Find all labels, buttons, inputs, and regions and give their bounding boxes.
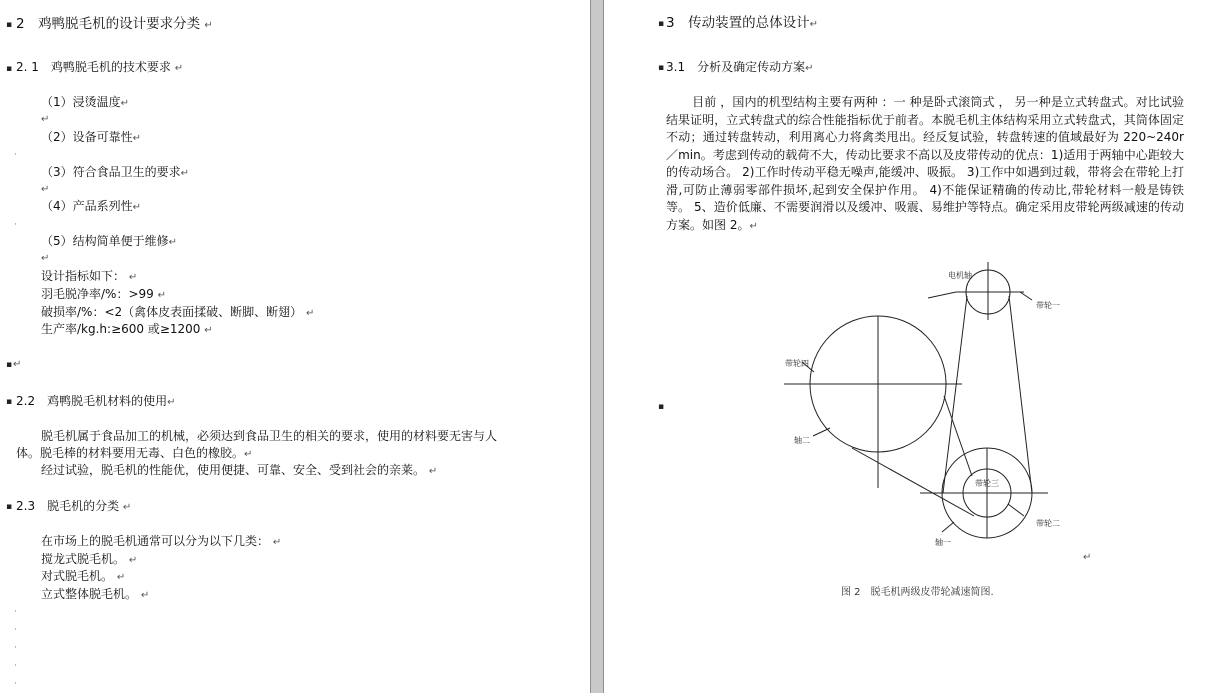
dot-mark: · [14, 661, 17, 671]
chapter-3-heading: 3 传动装置的总体设计↵ [666, 15, 818, 31]
dot-mark: · [14, 643, 17, 653]
bullet-mark: ▪ [6, 360, 13, 370]
section-2-3-heading: 2.3 脱毛机的分类 ↵ [16, 499, 132, 513]
classification-item: 对式脱毛机。 ↵ [41, 569, 126, 583]
page-gutter [590, 0, 604, 693]
requirement-item: （1）浸烫温度↵ [41, 95, 130, 109]
pulley-one-label: 带轮一 [1036, 301, 1060, 310]
bullet-mark: ▪ [6, 502, 13, 512]
figure-caption: 图 2 脱毛机两级皮带轮减速简图. [841, 587, 994, 598]
dot-mark: · [14, 679, 17, 689]
paragraph-mark: ↵ [41, 184, 50, 195]
dot-mark: · [14, 150, 17, 160]
material-paragraph-line: 体。脱毛棒的材料要用无毒、白色的橡胶。↵ [16, 446, 253, 460]
bullet-mark: ▪ [658, 63, 665, 73]
chapter-2-heading: 2 鸡鸭脱毛机的设计要求分类 ↵ [16, 16, 213, 32]
paragraph-mark: ↵ [1083, 552, 1092, 563]
dot-mark: · [14, 607, 17, 617]
bullet-mark: ▪ [6, 397, 13, 407]
bullet-mark: ▪ [658, 402, 665, 412]
bullet-mark: ▪ [6, 20, 13, 30]
section-2-1-heading: 2. 1 鸡鸭脱毛机的技术要求 ↵ [16, 60, 184, 74]
indicators-title: 设计指标如下： ↵ [41, 269, 138, 283]
material-paragraph-line: 经过试验，脱毛机的性能优，使用便捷、可靠、安全、受到社会的亲莱。 ↵ [41, 463, 438, 477]
requirement-item: （3）符合食品卫生的要求↵ [41, 165, 190, 179]
motor-shaft-label: 电机轴 [948, 271, 972, 280]
shaft-two-label: 轴二 [794, 436, 810, 445]
pulley-two-label: 带轮二 [1036, 519, 1060, 528]
left-page [0, 0, 590, 693]
section-2-2-heading: 2.2 鸡鸭脱毛机材料的使用↵ [16, 394, 176, 408]
paragraph-mark: ↵ [41, 253, 50, 264]
requirement-item: （2）设备可靠性↵ [41, 130, 142, 144]
material-paragraph-line: 脱毛机属于食品加工的机械，必须达到食品卫生的相关的要求，使用的材料要无害与人 [41, 429, 498, 443]
bullet-mark: ▪ [6, 64, 13, 74]
pulley-four-label: 带轮四 [785, 359, 809, 368]
requirement-item: （4）产品系列性↵ [41, 199, 142, 213]
classification-item: 立式整体脱毛机。 ↵ [41, 587, 150, 601]
dot-mark: · [14, 220, 17, 230]
bullet-mark: ▪ [658, 19, 665, 29]
indicator-line: 羽毛脱净率/%：>99 ↵ [41, 287, 166, 301]
requirement-item: （5）结构简单便于维修↵ [41, 234, 178, 248]
transmission-paragraph: 目前 ，国内的机型结构主要有两种 ：一 种是卧式滚筒式 ， 另一种是立式转盘式。对比试验结果证明，立式转盘式的综合性能指标优于前者。本脱毛机主体结构采用立式转盘式，其筒体固定不动；通过转盘转动，利用离心力将禽类甩出。经反复试验，转盘转速的值域最好为 220~240r／min。考虑到传动的载荷不大，传动比要求不高以及皮带传动的优点：1)适用于两轴中心距较大的传动场合。 2)工作时传动平稳无噪声,能缓冲、吸振。 3)工作中如遇到过载，带将会在带轮上打滑,可防止薄弱零部件损坏,起到安全保护作用。 4)不能保证精确的传动比,带轮材料一般是铸铁等。 5、造价低廉、不需要润滑以及缓冲、吸震、易维护等特点。确定采用皮带轮两级减速的传动方案。如图 2。↵ [666, 95, 1184, 232]
dot-mark: · [14, 625, 17, 635]
pulley-three-label: 带轮三 [975, 479, 999, 488]
classification-intro: 在市场上的脱毛机通常可以分为以下几类： ↵ [41, 534, 282, 548]
classification-item: 搅龙式脱毛机。 ↵ [41, 552, 138, 566]
indicator-line: 破损率/%：<2（禽体皮表面揉破、断脚、断翅） ↵ [41, 305, 315, 319]
shaft-one-label: 轴一 [935, 538, 951, 547]
paragraph-mark: ↵ [13, 359, 22, 370]
section-3-1-heading: 3.1 分析及确定传动方案↵ [666, 60, 814, 74]
right-page [604, 0, 1206, 693]
paragraph-mark: ↵ [41, 114, 50, 125]
indicator-line: 生产率/kg.h:≥600 或≥1200 ↵ [41, 322, 213, 336]
